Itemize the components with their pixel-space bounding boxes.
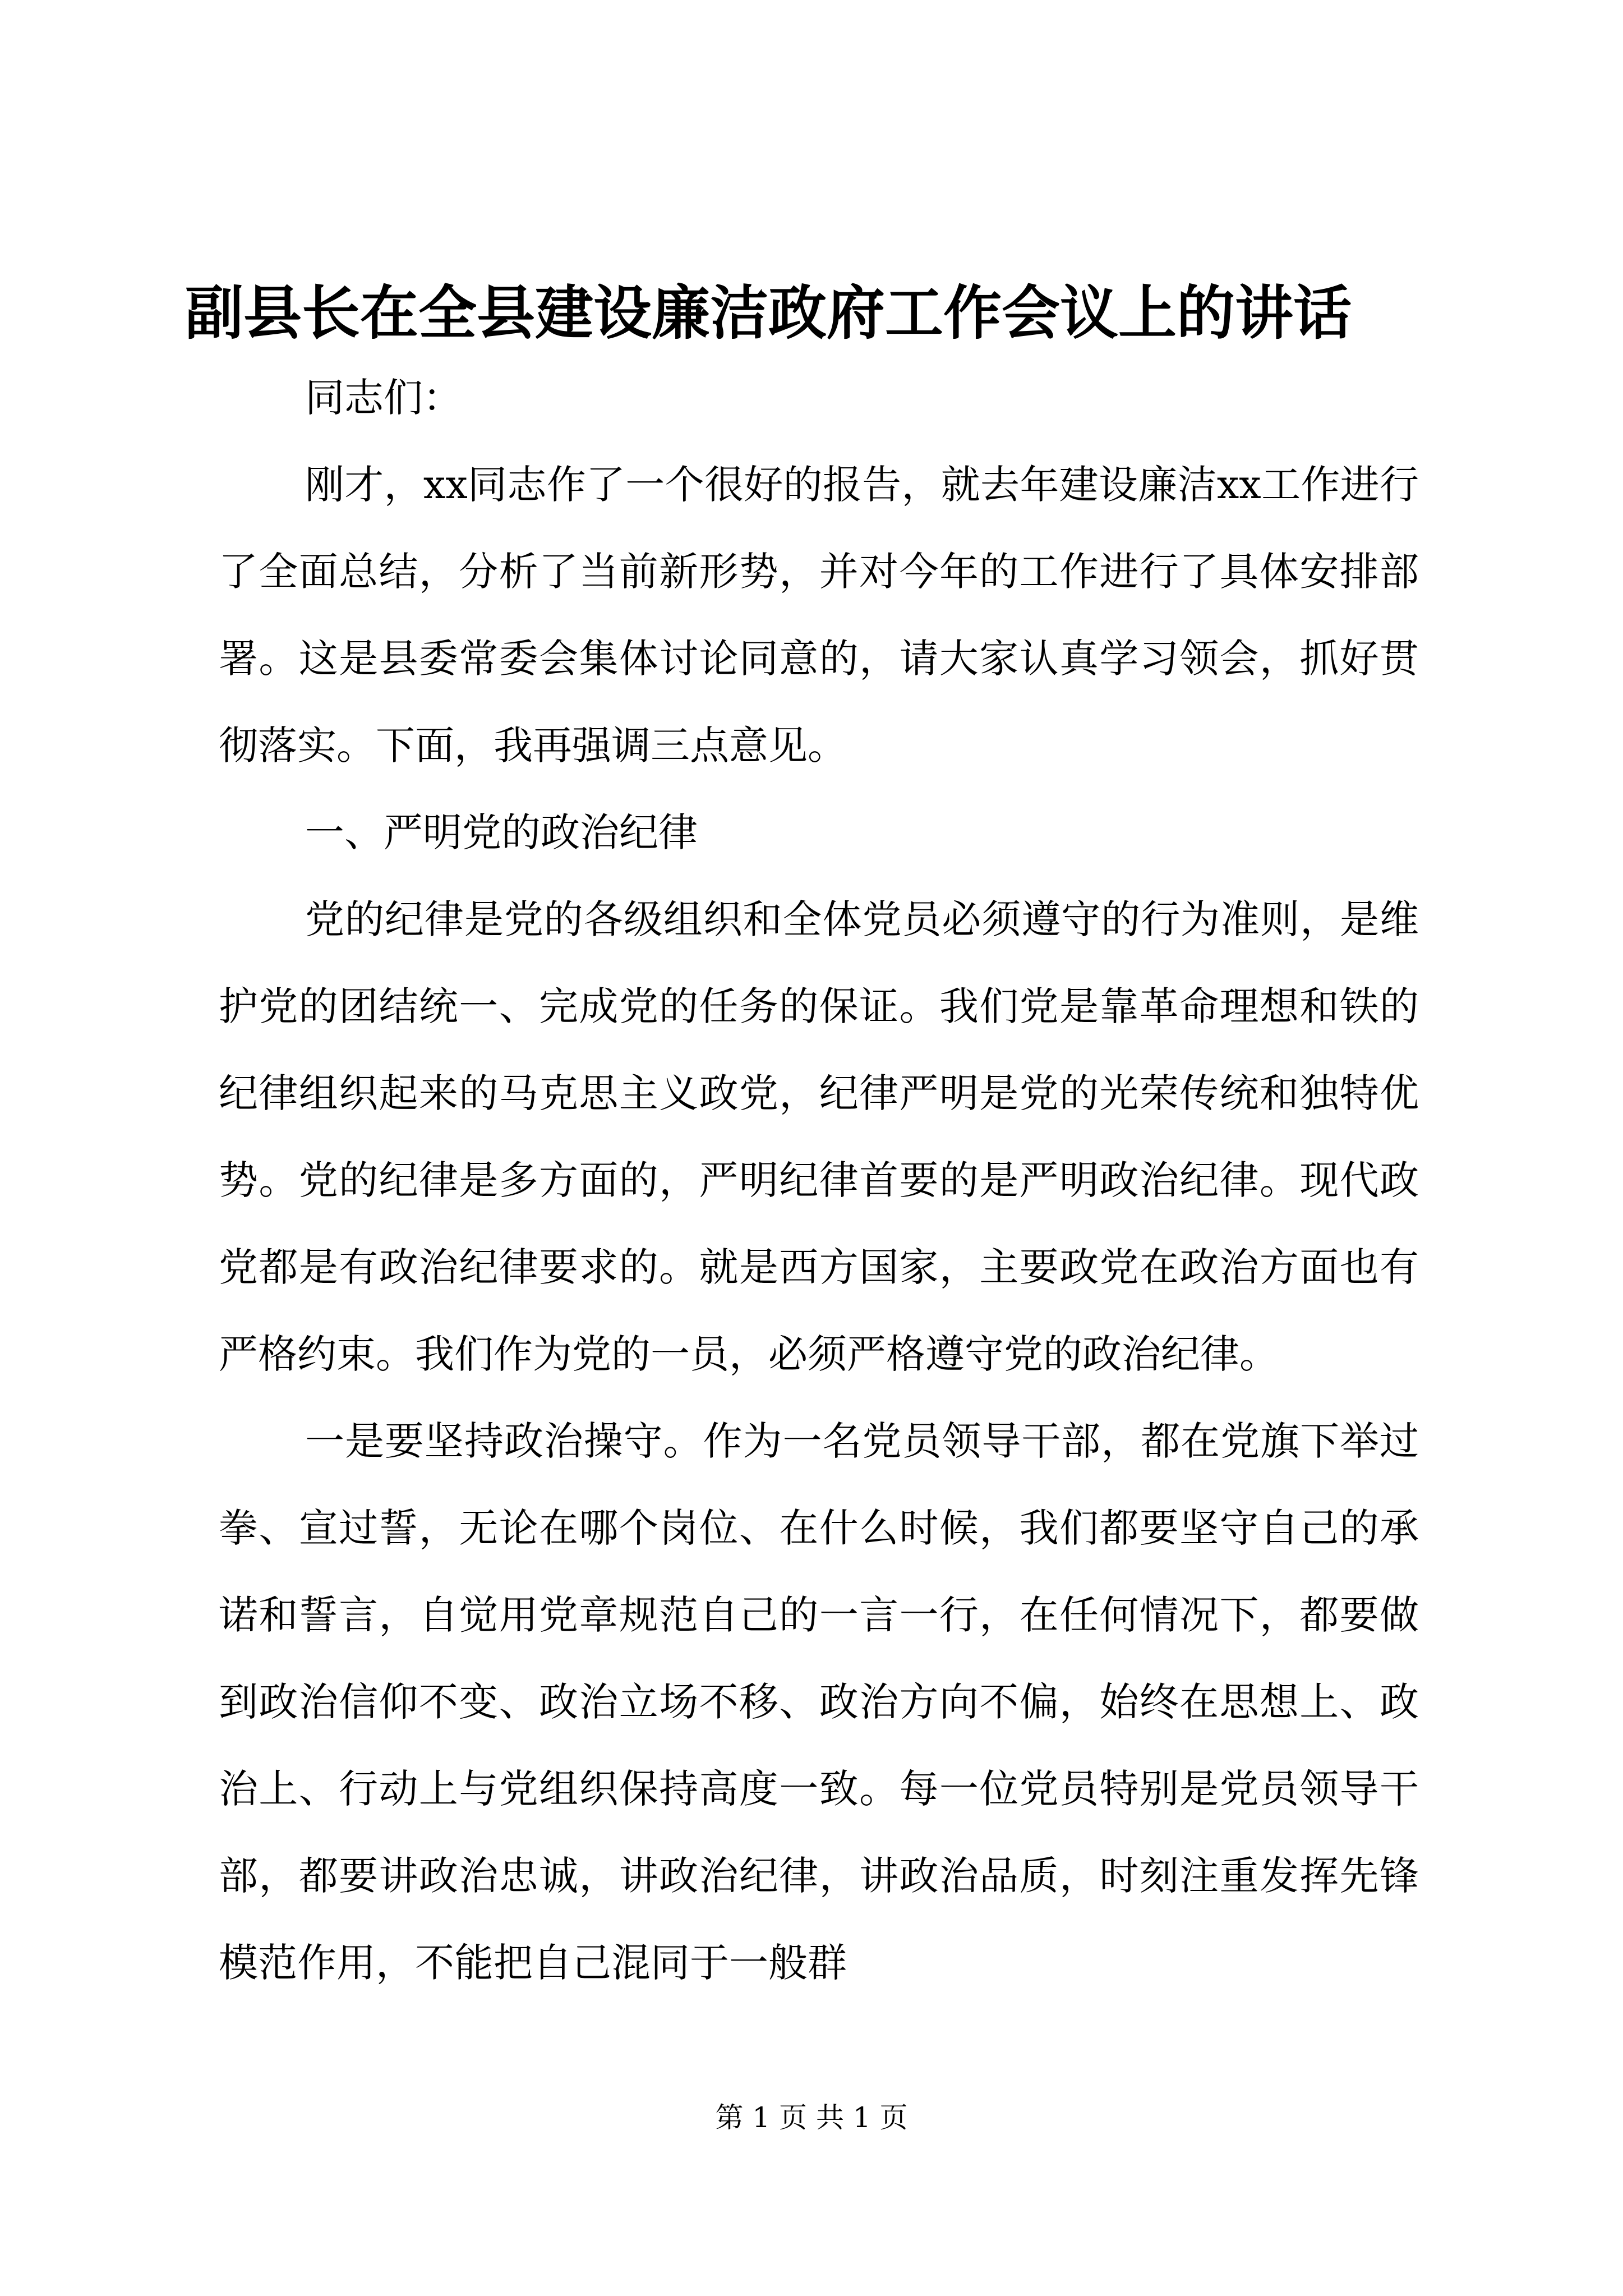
paragraph-discipline: 党的纪律是党的各级组织和全体党员必须遵守的行为准则，是维护党的团结统一、完成党的任务的保证。我们党是靠革命理想和铁的纪律组织起来的马克思主义政党，纪律严明是党的光荣传统和独特优势。党的纪律是多方面的，严明纪律首要的是严明政治纪律。现代政党都是有政治纪律要求的。就是西方国家，主要政党在政治方面也有严格约束。我们作为党的一员，必须严格遵守党的政治纪律。 — [219, 896, 1419, 1377]
document-title: 副县长在全县建设廉洁政府工作会议上的讲话 — [185, 278, 1352, 347]
section-heading: 一、严明党的政治纪律 — [305, 809, 698, 855]
page-footer: 第 1 页 共 1 页 — [715, 2101, 908, 2134]
paragraph-salutation: 同志们： — [305, 375, 462, 421]
paragraph-political-integrity: 一是要坚持政治操守。作为一名党员领导干部，都在党旗下举过拳、宣过誓，无论在哪个岗位、在什么时候，我们都要坚守自己的承诺和誓言，自觉用党章规范自己的一言一行，在任何情况下，都要做到政治信仰不变、政治立场不移、政治方向不偏，始终在思想上、政治上、行动上与党组织保持高度一致。每一位党员特别是党员领导干部，都要讲政治忠诚，讲政治纪律，讲政治品质，时刻注重发挥先锋模范作用，不能把自己混同于一般群 — [219, 1418, 1419, 1986]
document-body — [219, 355, 1419, 2007]
paragraph-intro: 刚才，xx同志作了一个很好的报告，就去年建设廉洁xx工作进行了全面总结，分析了当前新形势，并对今年的工作进行了具体安排部署。这是县委常委会集体讨论同意的，请大家认真学习领会，抓好贯彻落实。下面，我再强调三点意见。 — [219, 462, 1419, 769]
